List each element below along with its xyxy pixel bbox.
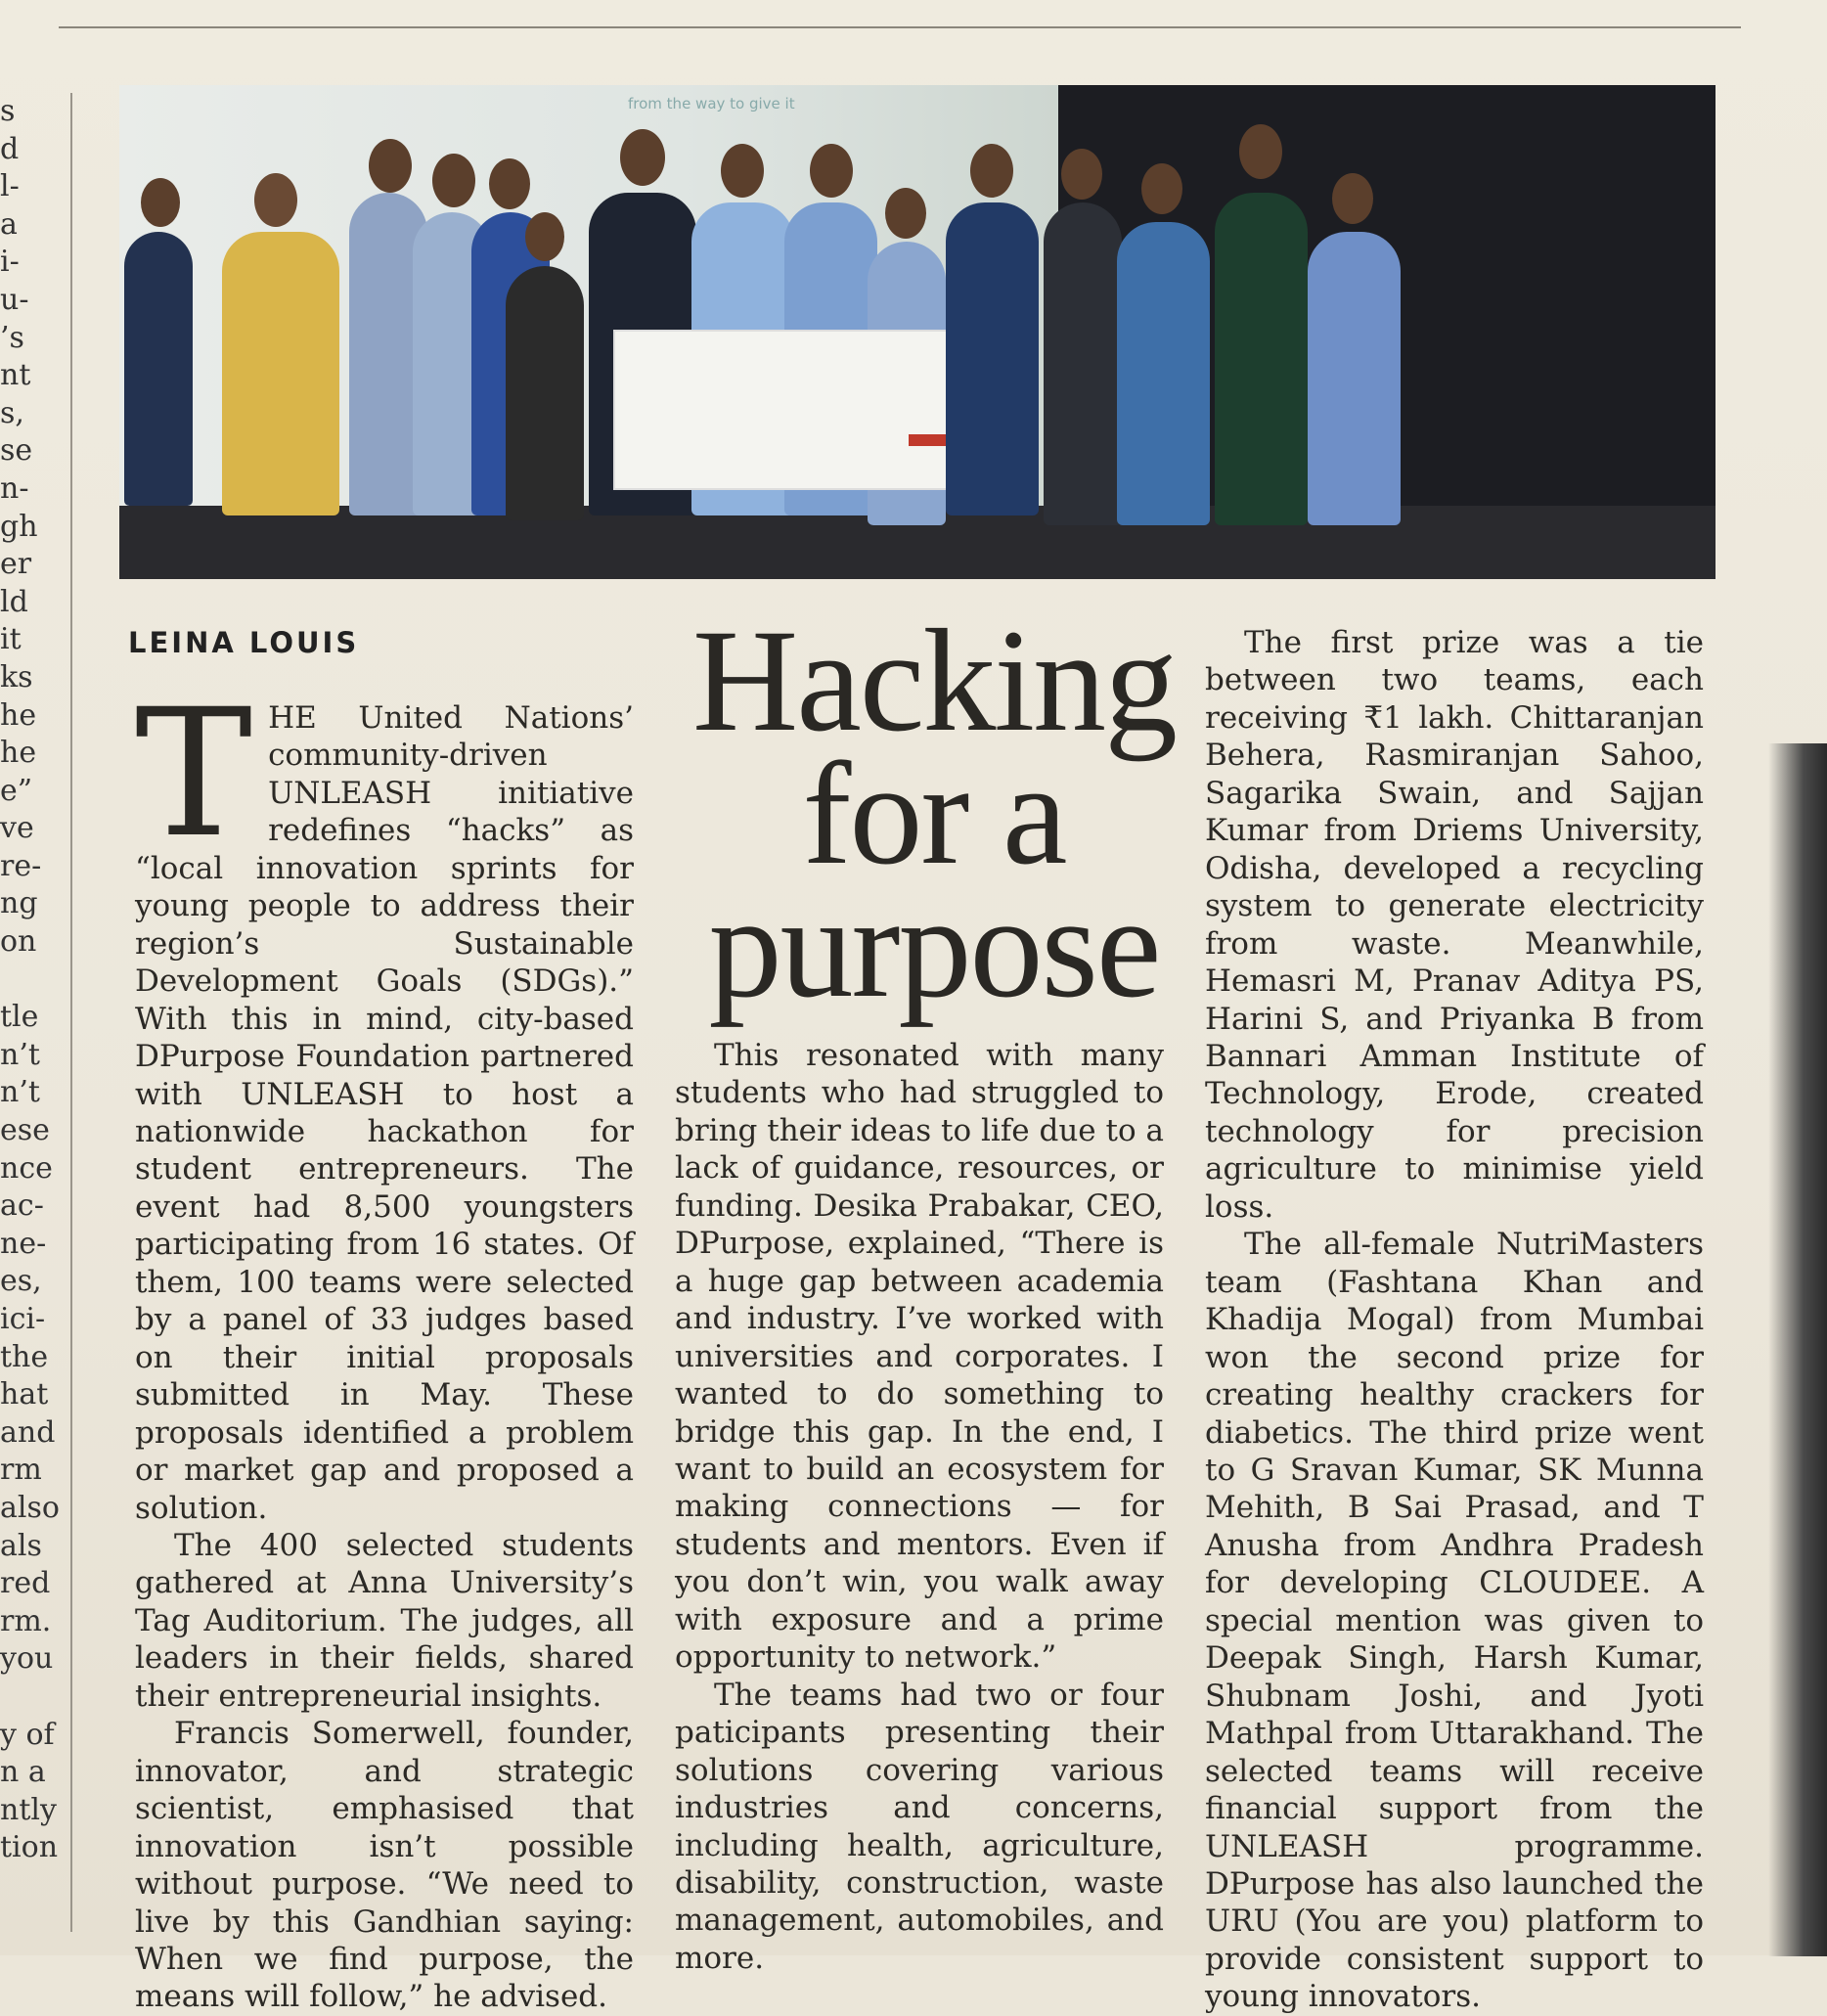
fragment-line: d (0, 131, 20, 166)
fragment-line: it (0, 622, 22, 657)
fragment-line: l- (0, 169, 20, 204)
fragment-line: i- (0, 245, 20, 280)
person (1308, 232, 1401, 525)
person-head (721, 144, 764, 198)
fragment-line: n a (0, 1755, 46, 1790)
person (222, 232, 339, 515)
fragment-line: he (0, 697, 37, 733)
fragment-line: also (0, 1490, 60, 1525)
article-headline (690, 600, 1179, 1028)
person (506, 266, 584, 520)
paragraph-1 (135, 672, 634, 1527)
fragment-line: als (0, 1528, 42, 1563)
person-head (525, 212, 564, 261)
person-head (810, 144, 853, 198)
person (946, 202, 1039, 515)
fragment-line: a (0, 206, 18, 242)
person-head (1141, 163, 1182, 214)
fragment-line: re- (0, 848, 42, 883)
drop-cap: T (135, 672, 253, 876)
fragment-line: and (0, 1414, 56, 1450)
fragment-line: ese (0, 1113, 50, 1148)
article-column-1 (135, 672, 634, 2016)
fragment-line: s (0, 94, 16, 128)
top-rule (59, 26, 1741, 28)
headline-line-1: Hacking (691, 600, 1177, 762)
photo-banner-text: from the way to give it (628, 95, 795, 112)
person-head (970, 144, 1013, 198)
fragment-line: nt (0, 358, 31, 393)
fragment-line: red (0, 1566, 51, 1601)
person-head (1061, 149, 1102, 200)
fragment-line: ne- (0, 1226, 47, 1261)
fragment-line: tion (0, 1830, 59, 1865)
person (124, 232, 193, 506)
headline-line-2: for a (802, 733, 1066, 895)
person-head (141, 178, 180, 227)
fragment-line: rm (0, 1453, 42, 1488)
fragment-line: you (0, 1641, 54, 1677)
person (1044, 202, 1122, 525)
person-head (620, 129, 665, 186)
fragment-line: se (0, 433, 33, 469)
person-head (1332, 173, 1373, 224)
column-divider (70, 93, 72, 1932)
person-head (1239, 124, 1282, 179)
person (1215, 193, 1308, 525)
article-photo (119, 85, 1716, 579)
article-column-3 (1205, 624, 1704, 2016)
paragraph-7: The all-female NutriMasters team (Fashtana Khan and Khadija Mogal) from Mumbai won the second prize for creating healthy crackers for diabetics. The third prize went to G Sravan Kumar, SK Munna Mehith, B Sai Prasad, and T Anusha from Andhra Pradesh for developing CLOUDEE. A special mention was given to Deepak Singh, Harsh Kumar, Shubnam Joshi, and Jyoti Mathpal from Uttarakhand. The selected teams will receive financial support from the UNLEASH programme. DPurpose has also launched the URU (You are you) platform to provide consistent support to young innovators. (1205, 1227, 1704, 2015)
fragment-line: rm. (0, 1603, 52, 1638)
paragraph-2: The 400 selected students gathered at Anna University’s Tag Auditorium. The judges, all leaders in their fields, shared their entrepreneurial insights. (135, 1527, 634, 1714)
fragment-line: the (0, 1339, 49, 1374)
fragment-line: er (0, 547, 32, 582)
fragment-line: n- (0, 470, 29, 506)
fragment-line: ng (0, 886, 38, 921)
fragment-line: ’s (0, 320, 24, 355)
fragment-line: tle (0, 1000, 39, 1035)
person-head (885, 188, 926, 239)
paragraph-text: HE United Nations’ community-driven UNLEASH initiative redefines “hacks” as “local innovation sprints for young people to address their region’s Sustainable Development Goals (SDGs).” With this in mind, city-based DPurpose Foundation partnered with UNLEASH to host a nationwide hackathon for student entrepreneurs. The event had 8,500 youngsters participating from 16 states. Of them, 100 teams were selected by a panel of 33 judges based on their initial proposals submitted in May. These proposals identified a problem or market gap and proposed a solution. (135, 700, 634, 1526)
fragment-line: y of (0, 1717, 55, 1752)
paragraph-6: The first prize was a tie between two teams, each receiving ₹1 lakh. Chittaranjan Behera, Rasmiranjan Sahoo, Sagarika Swain, and Sajjan Kumar from Driems University, Odisha, developed a recycling system to generate electricity from waste. Meanwhile, Hemasri M, Pranav Aditya PS, Harini S, and Priyanka B from Bannari Amman Institute of Technology, Erode, created technology for precision agriculture to minimise yield loss. (1205, 625, 1704, 1225)
fragment-line: on (0, 924, 37, 960)
fragment-line: gh (0, 509, 38, 544)
headline-line-3: purpose (708, 866, 1160, 1028)
paragraph-3: Francis Somerwell, founder, innovator, and strategic scientist, emphasised that innovation isn’t possible without purpose. “We need to live by this Gandhian saying: When we find purpose, the means will follow,” he advised. (135, 1716, 634, 2015)
paragraph-5: The teams had two or four paticipants presenting their solutions covering various industries and concerns, including health, agriculture, disability, construction, waste management, automobiles, and more. (675, 1677, 1164, 1976)
byline: LEINA LOUIS (128, 626, 360, 659)
person-head (254, 173, 297, 227)
fragment-line: nce (0, 1150, 53, 1186)
fragment-line: ac- (0, 1188, 44, 1224)
adjacent-column-fragment (0, 93, 68, 1867)
person-head (489, 158, 530, 209)
fragment-line: u- (0, 282, 29, 317)
fragment-line: s, (0, 395, 24, 430)
page-edge-shadow (1768, 743, 1827, 1956)
fragment-line: hat (0, 1377, 49, 1412)
fragment-line: ve (0, 811, 34, 846)
person-head (369, 139, 412, 193)
fragment-line: he (0, 736, 37, 771)
fragment-line: ks (0, 659, 33, 694)
article-column-2 (675, 1037, 1164, 1977)
fragment-line (0, 962, 68, 1000)
fragment-line: ici- (0, 1302, 46, 1336)
fragment-line: n’t (0, 1037, 40, 1072)
paragraph-4: This resonated with many students who had struggled to bring their ideas to life due to a lack of guidance, resources, or funding. Desika Prabakar, CEO, DPurpose, explained, “There is a huge gap between academia and industry. I’ve worked with universities and corporates. I wanted to do something to bridge this gap. In the end, I want to build an ecosystem for making connections — for students and mentors. Even if you don’t win, you walk away with exposure and a prime opportunity to network.” (675, 1038, 1164, 1676)
fragment-line (0, 1679, 68, 1717)
person (1117, 222, 1210, 525)
fragment-line: n’t (0, 1075, 40, 1110)
person-head (432, 154, 475, 207)
fragment-line: e” (0, 773, 33, 808)
fragment-line: es, (0, 1264, 42, 1299)
fragment-line: ntly (0, 1792, 57, 1827)
fragment-line: ld (0, 584, 28, 619)
